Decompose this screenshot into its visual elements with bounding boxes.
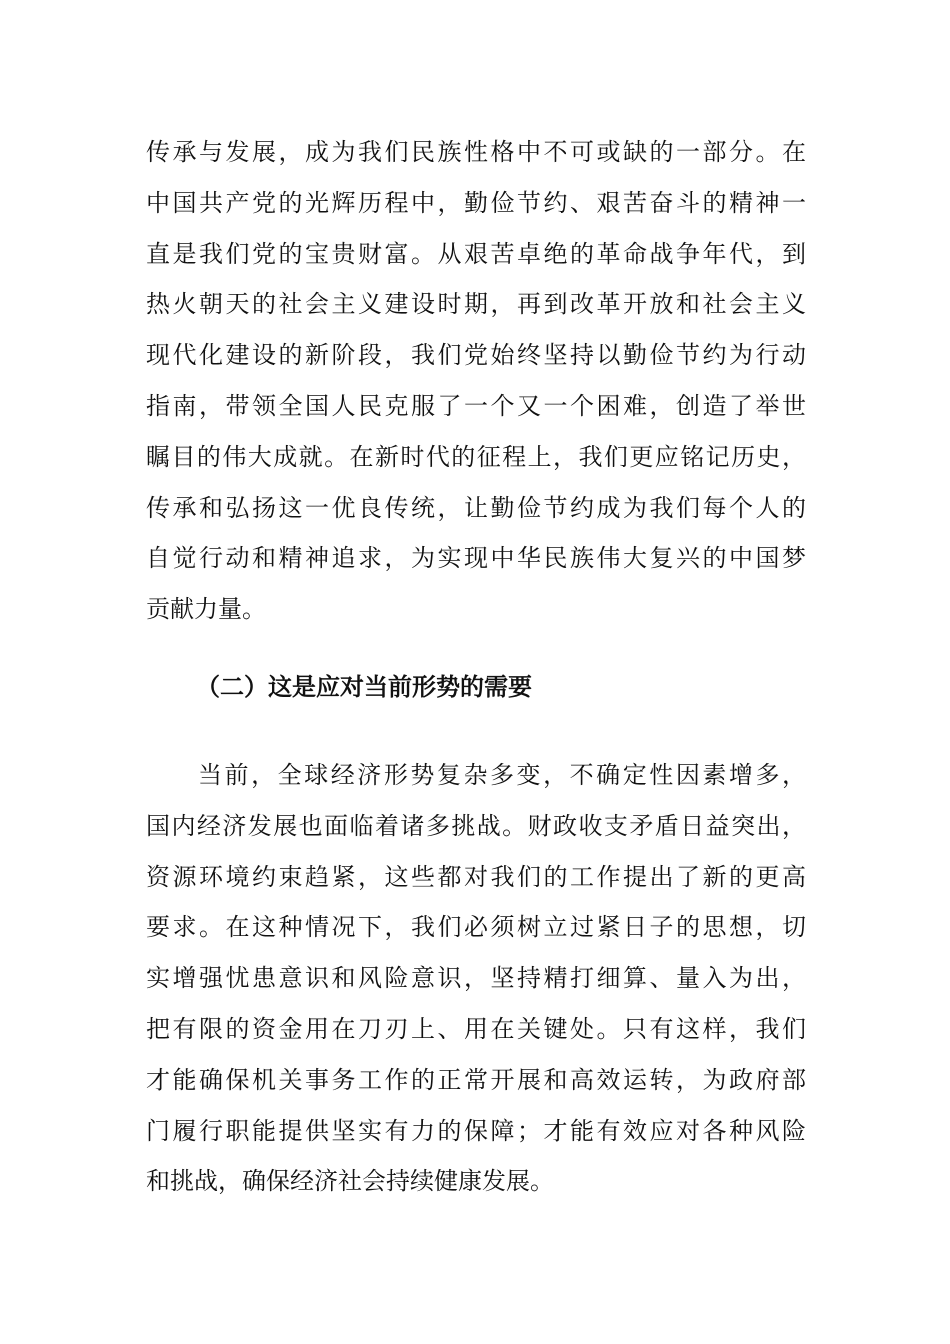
- paragraph-line: 要求。在这种情况下，我们必须树立过紧日子的思想，切: [146, 913, 806, 942]
- paragraph-line: 国内经济发展也面临着诸多挑战。财政收支矛盾日益突出，: [146, 811, 806, 840]
- paragraph-line: 现代化建设的新阶段，我们党始终坚持以勤俭节约为行动: [146, 341, 806, 370]
- paragraph-line: 当前，全球经济形势复杂多变，不确定性因素增多，: [198, 761, 806, 789]
- paragraph-line: 才能确保机关事务工作的正常开展和高效运转，为政府部: [146, 1065, 806, 1094]
- paragraph-line: 直是我们党的宝贵财富。从艰苦卓绝的革命战争年代，到: [146, 239, 806, 268]
- paragraph-line: 瞩目的伟大成就。在新时代的征程上，我们更应铭记历史，: [146, 442, 806, 471]
- paragraph-line: 把有限的资金用在刀刃上、用在关键处。只有这样，我们: [146, 1014, 806, 1043]
- paragraph-line: 资源环境约束趋紧，这些都对我们的工作提出了新的更高: [146, 862, 806, 891]
- paragraph-line: 传承和弘扬这一优良传统，让勤俭节约成为我们每个人的: [146, 493, 806, 522]
- paragraph-line: 中国共产党的光辉历程中，勤俭节约、艰苦奋斗的精神一: [146, 188, 806, 217]
- section-heading: （二）这是应对当前形势的需要: [196, 672, 532, 701]
- paragraph-line: 热火朝天的社会主义建设时期，再到改革开放和社会主义: [146, 290, 806, 319]
- paragraph-line: 贡献力量。: [146, 595, 266, 624]
- paragraph-line: 门履行职能提供坚实有力的保障；才能有效应对各种风险: [146, 1116, 806, 1145]
- body-paragraph: [146, 127, 806, 635]
- paragraph-line: 和挑战，确保经济社会持续健康发展。: [146, 1167, 554, 1196]
- paragraph-line: 实增强忧患意识和风险意识，坚持精打细算、量入为出，: [146, 964, 806, 993]
- paragraph-line: 指南，带领全国人民克服了一个又一个困难，创造了举世: [146, 391, 806, 420]
- body-paragraph: [146, 750, 806, 1207]
- paragraph-line: 自觉行动和精神追求，为实现中华民族伟大复兴的中国梦: [146, 544, 806, 573]
- paragraph-line: 传承与发展，成为我们民族性格中不可或缺的一部分。在: [146, 138, 806, 166]
